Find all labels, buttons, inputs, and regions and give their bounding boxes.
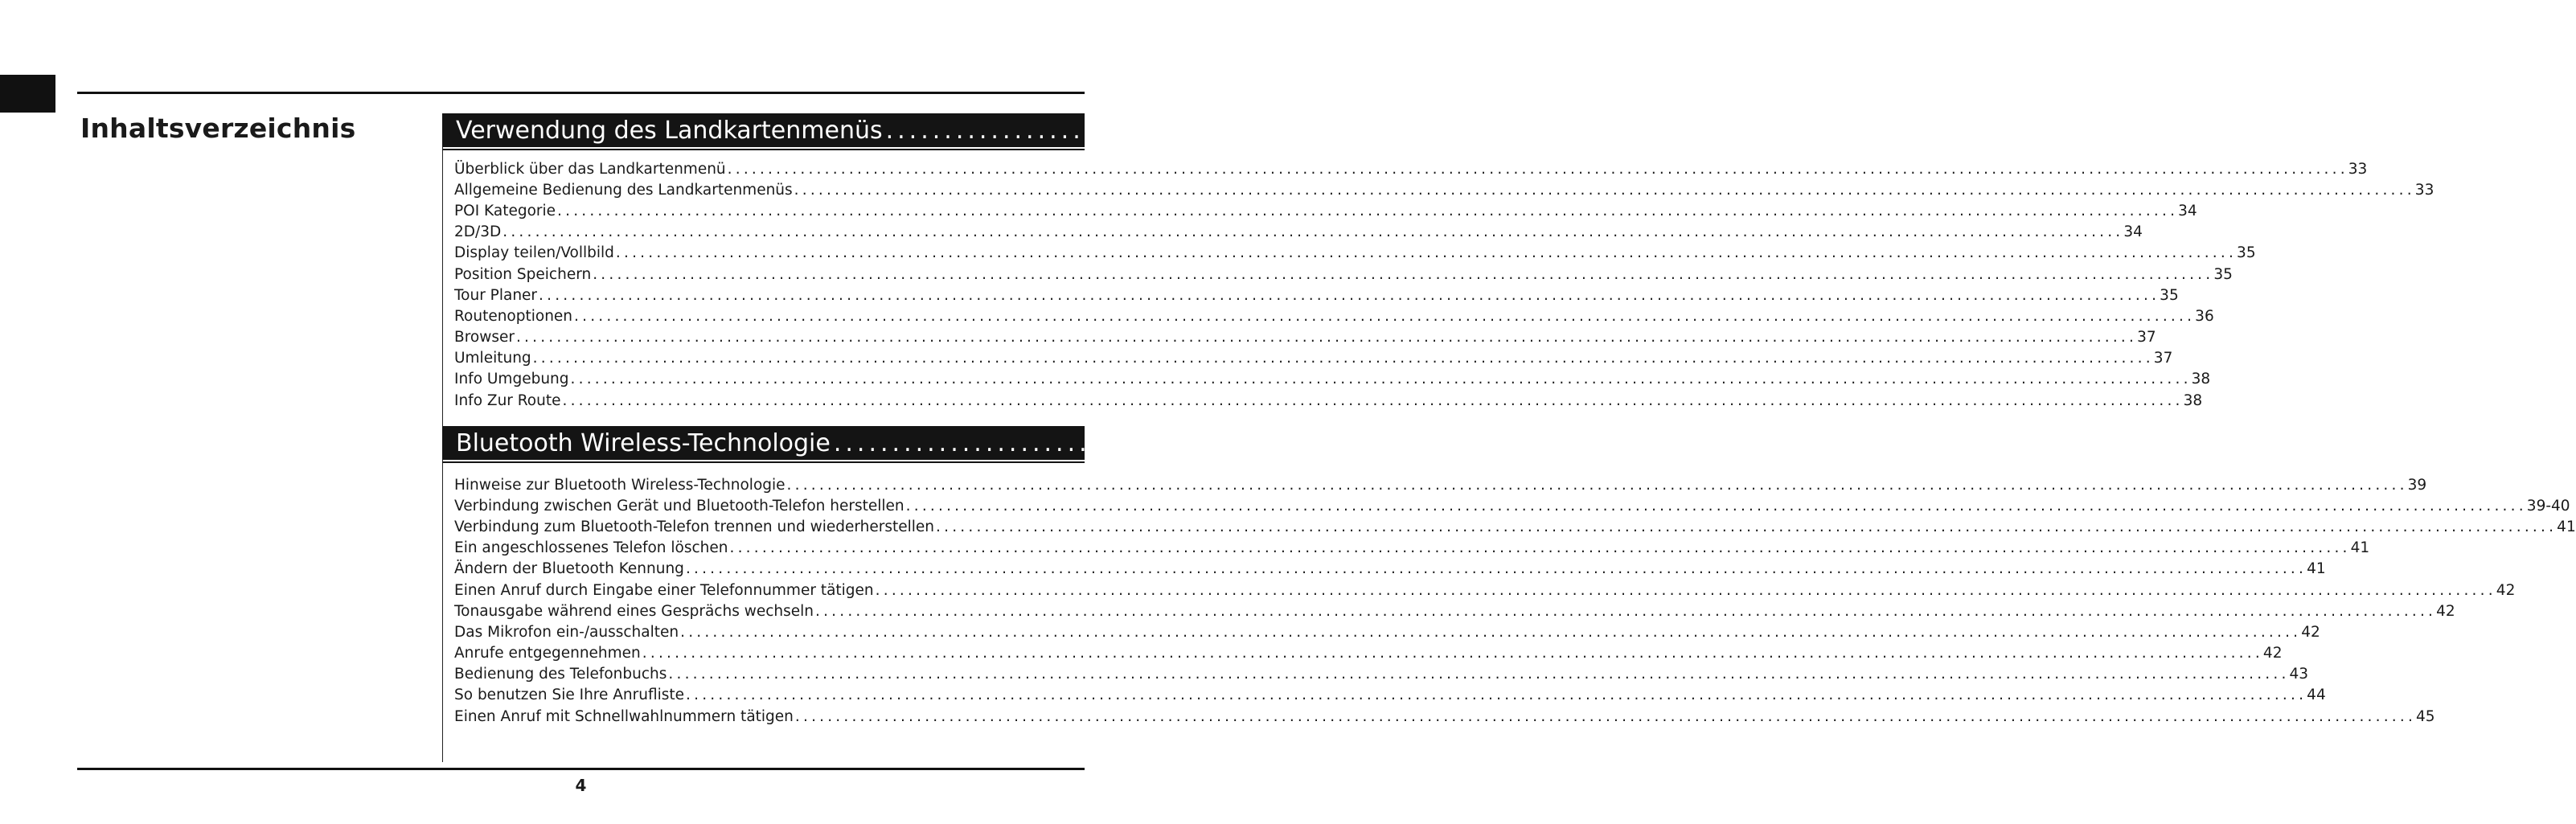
- dot-leader: ........................................................................................................................................................................................................: [815, 602, 2437, 620]
- chapter-tab-marker: [0, 75, 55, 113]
- dot-leader: ........................................................................................................................................................................................................: [502, 223, 2124, 241]
- toc-entry[interactable]: [454, 495, 2570, 516]
- toc-entry[interactable]: [454, 243, 2256, 264]
- toc-entry-label: 2D/3D: [454, 223, 502, 241]
- toc-entry[interactable]: [454, 305, 2214, 326]
- page-title: Inhaltsverzeichnis: [80, 113, 356, 144]
- toc-entry[interactable]: [454, 285, 2179, 305]
- toc-entry-label: Browser: [454, 329, 515, 346]
- toc-entry-page: 34: [2178, 202, 2197, 219]
- toc-entry-page: 41: [2307, 560, 2326, 578]
- toc-entry-label: Das Mikrofon ein-/ausschalten: [454, 623, 679, 641]
- dot-leader: ........................................................................................................................................................................................................: [570, 371, 2192, 388]
- toc-entry-label: Anrufe entgegennehmen: [454, 645, 641, 662]
- toc-list: [454, 158, 2434, 411]
- toc-entry-label: Überblick über das Landkartenmenü: [454, 160, 726, 178]
- toc-entry-label: So benutzen Sie Ihre Anrufliste: [454, 687, 685, 704]
- toc-entry-label: Display teilen/Vollbild: [454, 244, 614, 262]
- toc-entry[interactable]: [454, 601, 2455, 621]
- toc-entry-label: Hinweise zur Bluetooth Wireless-Technologie: [454, 476, 786, 494]
- toc-entry-label: Routenoptionen: [454, 307, 573, 325]
- dot-leader: ........................................................................................................................................................................................................: [515, 329, 2138, 346]
- toc-entry-label: POI Kategorie: [454, 202, 556, 219]
- toc-entry[interactable]: [454, 158, 2368, 179]
- toc-entry[interactable]: [454, 222, 2143, 243]
- toc-entry-label: Verbindung zwischen Gerät und Bluetooth-Telefon herstellen: [454, 497, 904, 514]
- toc-entry-page: 38: [2183, 392, 2203, 409]
- toc-entry-page: 33: [2348, 160, 2368, 178]
- toc-entry-label: Einen Anruf durch Eingabe einer Telefonnummer tätigen: [454, 581, 874, 599]
- dot-leader: ........................................................................................................................................................................................................: [680, 623, 2302, 641]
- dot-leader: ........................................................................................................................................................................................................: [562, 392, 2184, 409]
- toc-entry-label: Tour Planer: [454, 286, 538, 304]
- section-heading-label: Bluetooth Wireless-Technologie: [456, 428, 831, 457]
- toc-entry-page: 39: [2407, 476, 2427, 494]
- bottom-rule: [77, 768, 1085, 770]
- toc-entry[interactable]: [454, 580, 2516, 601]
- toc-entry-label: Einen Anruf mit Schnellwahlnummern tätigen: [454, 707, 794, 725]
- dot-leader: ........................................................................................................................................................................................................: [615, 244, 2238, 262]
- dot-leader: ..............................: [833, 428, 1184, 457]
- dot-leader: ........................................................................................................................................................................................................: [642, 645, 2263, 662]
- page-number: 4: [575, 776, 587, 795]
- toc-entry[interactable]: [454, 664, 2309, 685]
- toc-entry-page: 41: [2557, 518, 2576, 535]
- toc-entry-page: 37: [2153, 350, 2173, 367]
- dot-leader: ..............................: [885, 116, 1237, 145]
- section-heading-label: Verwendung des Landkartenmenüs: [456, 116, 883, 145]
- toc-entry-label: Umleitung: [454, 350, 531, 367]
- toc-entry-page: 42: [2301, 623, 2320, 641]
- top-rule: [77, 92, 1085, 94]
- dot-leader: ........................................................................................................................................................................................................: [936, 518, 2558, 535]
- section-heading-pages: .33-38: [1236, 116, 1315, 145]
- dot-leader: ........................................................................................................................................................................................................: [729, 539, 2351, 557]
- dot-leader: ........................................................................................................................................................................................................: [875, 581, 2496, 599]
- dot-leader: ........................................................................................................................................................................................................: [539, 286, 2160, 304]
- toc-entry[interactable]: [454, 348, 2173, 369]
- toc-entry-page: 33: [2414, 181, 2434, 199]
- toc-entry-page: 41: [2350, 539, 2370, 557]
- toc-entry[interactable]: [454, 621, 2320, 642]
- dot-leader: ........................................................................................................................................................................................................: [727, 160, 2348, 178]
- toc-entry-page: 38: [2191, 371, 2211, 388]
- toc-entry-page: 36: [2195, 307, 2214, 325]
- section-underline: [442, 461, 1085, 463]
- toc-entry-page: 35: [2213, 265, 2233, 283]
- toc-entry-label: Ein angeschlossenes Telefon löschen: [454, 539, 728, 557]
- toc-entry-page: 34: [2123, 223, 2143, 241]
- toc-entry-label: Verbindung zum Bluetooth-Telefon trennen und wiederherstellen: [454, 518, 935, 535]
- toc-entry-page: 39-40: [2526, 497, 2570, 514]
- toc-entry[interactable]: [454, 179, 2434, 200]
- toc-entry[interactable]: [454, 559, 2326, 580]
- toc-entry[interactable]: [454, 200, 2197, 221]
- toc-entry[interactable]: [454, 643, 2283, 664]
- dot-leader: ........................................................................................................................................................................................................: [668, 666, 2290, 683]
- dot-leader: ........................................................................................................................................................................................................: [905, 497, 2527, 514]
- dot-leader: ........................................................................................................................................................................................................: [574, 307, 2196, 325]
- toc-entry-page: 37: [2137, 329, 2156, 346]
- toc-entry-label: Ändern der Bluetooth Kennung: [454, 560, 684, 578]
- dot-leader: ........................................................................................................................................................................................................: [593, 265, 2214, 283]
- toc-entry-label: Allgemeine Bedienung des Landkartenmenüs: [454, 181, 793, 199]
- dot-leader: ........................................................................................................................................................................................................: [686, 687, 2307, 704]
- toc-entry[interactable]: [454, 327, 2156, 348]
- toc-entry-label: Bedienung des Telefonbuchs: [454, 666, 667, 683]
- toc-entry[interactable]: [454, 685, 2326, 706]
- section-heading[interactable]: [442, 113, 1315, 147]
- toc-entry-page: 45: [2416, 707, 2435, 725]
- toc-entry[interactable]: [454, 706, 2435, 727]
- toc-entry[interactable]: [454, 390, 2203, 411]
- toc-entry-page: 42: [2436, 602, 2455, 620]
- toc-list: [454, 474, 2576, 727]
- toc-entry-page: 42: [2262, 645, 2283, 662]
- dot-leader: ........................................................................................................................................................................................................: [794, 181, 2415, 199]
- toc-entry-page: 35: [2237, 244, 2256, 262]
- dot-leader: ........................................................................................................................................................................................................: [557, 202, 2179, 219]
- toc-entry-label: Position Speichern: [454, 265, 592, 283]
- dot-leader: ........................................................................................................................................................................................................: [685, 560, 2307, 578]
- section-heading-pages: .39-45: [1183, 428, 1262, 457]
- toc-entry-page: 43: [2289, 666, 2309, 683]
- toc-entry-page: 44: [2307, 687, 2326, 704]
- section-underline: [442, 149, 1085, 150]
- toc-entry[interactable]: [454, 369, 2211, 390]
- toc-entry-label: Tonausgabe während eines Gesprächs wechseln: [454, 602, 814, 620]
- toc-entry[interactable]: [454, 538, 2370, 559]
- toc-entry[interactable]: [454, 516, 2576, 537]
- toc-entry-label: Info Zur Route: [454, 392, 561, 409]
- dot-leader: ........................................................................................................................................................................................................: [532, 350, 2154, 367]
- toc-entry[interactable]: [454, 264, 2233, 285]
- toc-entry-page: 35: [2160, 286, 2179, 304]
- toc-entry[interactable]: [454, 474, 2427, 495]
- dot-leader: ........................................................................................................................................................................................................: [794, 707, 2417, 725]
- toc-entry-page: 42: [2496, 581, 2516, 599]
- toc-entry-label: Info Umgebung: [454, 371, 569, 388]
- section-heading[interactable]: [442, 426, 1262, 460]
- dot-leader: ........................................................................................................................................................................................................: [786, 476, 2408, 494]
